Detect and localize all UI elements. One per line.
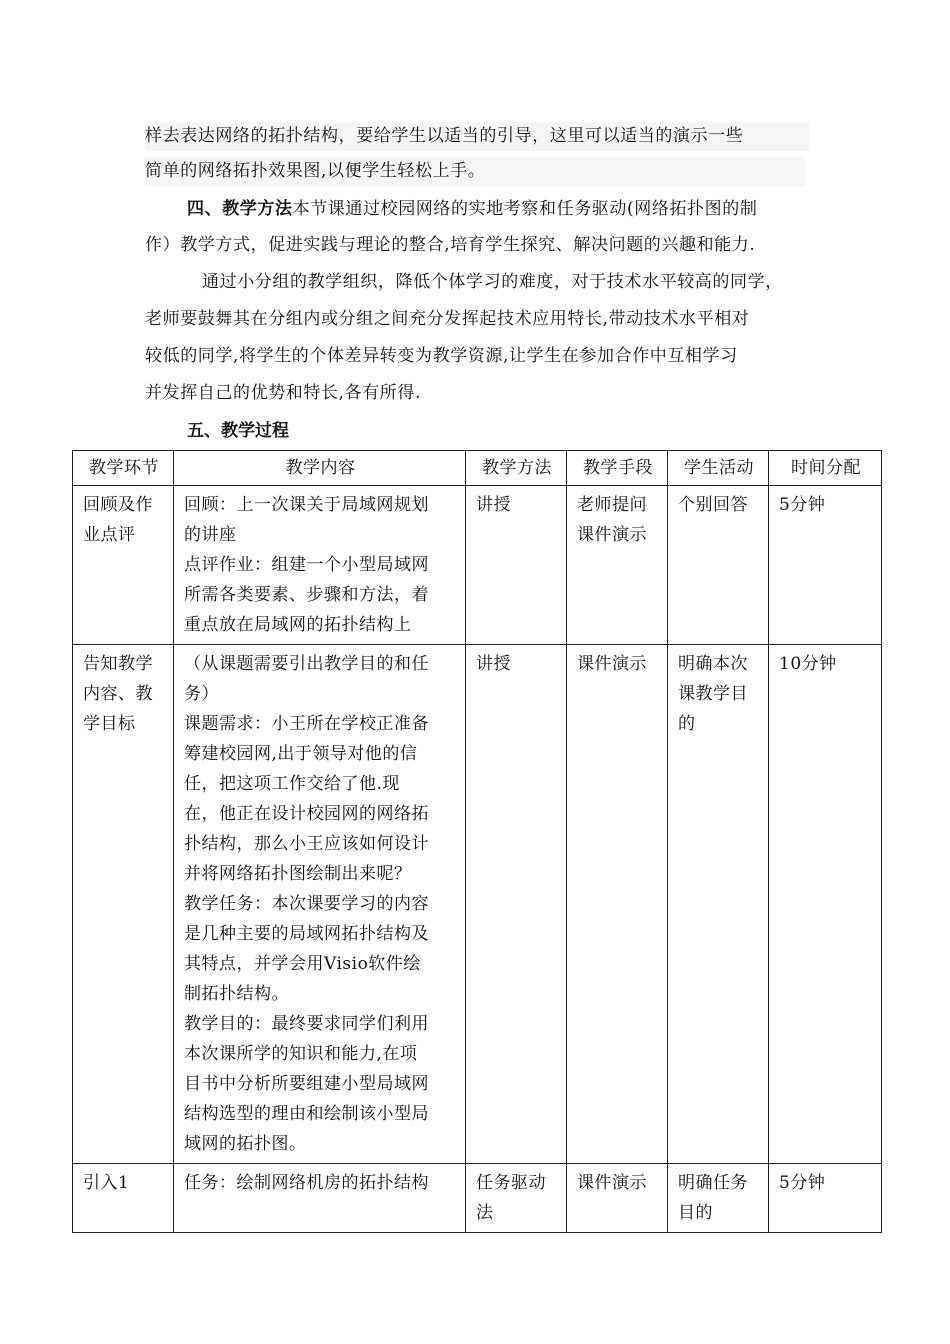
cell-content: （从课题需要引出教学目的和任 务） 课题需求：小王所在学校正准备 筹建校园网,出于领导对他的信 任，把这项工作交给了他.现 在，他正在设计校园网的网络拓 扑结构，那么小王应该如何设计 并将网络拓扑图绘制出来呢？ 教学任务：本次课要学习的内容 是几种主要的局域网拓扑结构及 其特点，并学会用Visio软件绘 制拓扑结构。 教学目的：最终要求同学们利用 本次课所学的知识和能力,在项 目书中分析所要组建小型局域网 结构选型的理由和绘制该小型局 域网的拓扑图。 <box>174 645 466 1164</box>
lesson-table <box>72 450 882 1233</box>
section4-line-1 <box>187 195 812 224</box>
header-time: 时间分配 <box>769 451 882 486</box>
cell-method: 讲授 <box>466 645 567 1164</box>
table-header-row <box>73 451 882 486</box>
intro-line-2: 简单的网络拓扑效果图,以便学生轻松上手。 <box>145 157 805 186</box>
section4-para2-line-4: 并发挥自己的优势和特长,各有所得. <box>145 383 422 403</box>
section4-line-2: 作）教学方式，促进实践与理论的整合,培育学生探究、解决问题的兴趣和能力. <box>145 235 756 255</box>
header-method: 教学方法 <box>466 451 567 486</box>
cell-stage: 告知教学 内容、教 学目标 <box>73 645 174 1164</box>
table-row <box>73 1164 882 1233</box>
table-row <box>73 645 882 1164</box>
cell-activity: 明确任务 目的 <box>668 1164 769 1233</box>
section4-para2-line-3: 较低的同学,将学生的个体差异转变为教学资源,让学生在参加合作中互相学习 <box>145 346 738 366</box>
section4-para2-line-2: 老师要鼓舞其在分组内或分组之间充分发挥起技术应用特长,带动技术水平相对 <box>145 309 750 329</box>
header-activity: 学生活动 <box>668 451 769 486</box>
cell-stage: 引入1 <box>73 1164 174 1233</box>
section4-line-1-text: 本节课通过校园网络的实地考察和任务驱动(网络拓扑图的制 <box>292 199 758 219</box>
header-stage: 教学环节 <box>73 451 174 486</box>
header-means: 教学手段 <box>567 451 668 486</box>
cell-time: 5分钟 <box>769 486 882 645</box>
cell-means: 课件演示 <box>567 645 668 1164</box>
header-content: 教学内容 <box>174 451 466 486</box>
cell-method: 任务驱动 法 <box>466 1164 567 1233</box>
cell-time: 5分钟 <box>769 1164 882 1233</box>
cell-content: 任务：绘制网络机房的拓扑结构 <box>174 1164 466 1233</box>
cell-stage: 回顾及作 业点评 <box>73 486 174 645</box>
cell-means: 老师提问 课件演示 <box>567 486 668 645</box>
cell-time: 10分钟 <box>769 645 882 1164</box>
cell-method: 讲授 <box>466 486 567 645</box>
section4-heading: 四、教学方法 <box>187 199 293 219</box>
table-row <box>73 486 882 645</box>
cell-content: 回顾：上一次课关于局域网规划 的讲座 点评作业：组建一个小型局域网 所需各类要素、步骤和方法，着 重点放在局域网的拓扑结构上 <box>174 486 466 645</box>
cell-means: 课件演示 <box>567 1164 668 1233</box>
section4-para2-line-1: 通过小分组的教学组织，降低个体学习的难度，对于技术水平较高的同学， <box>202 272 783 292</box>
cell-activity: 明确本次 课教学目 的 <box>668 645 769 1164</box>
intro-line-1: 样去表达网络的拓扑结构，要给学生以适当的引导，这里可以适当的演示一些 <box>145 122 810 151</box>
cell-activity: 个别回答 <box>668 486 769 645</box>
section5-heading: 五、教学过程 <box>187 421 289 441</box>
